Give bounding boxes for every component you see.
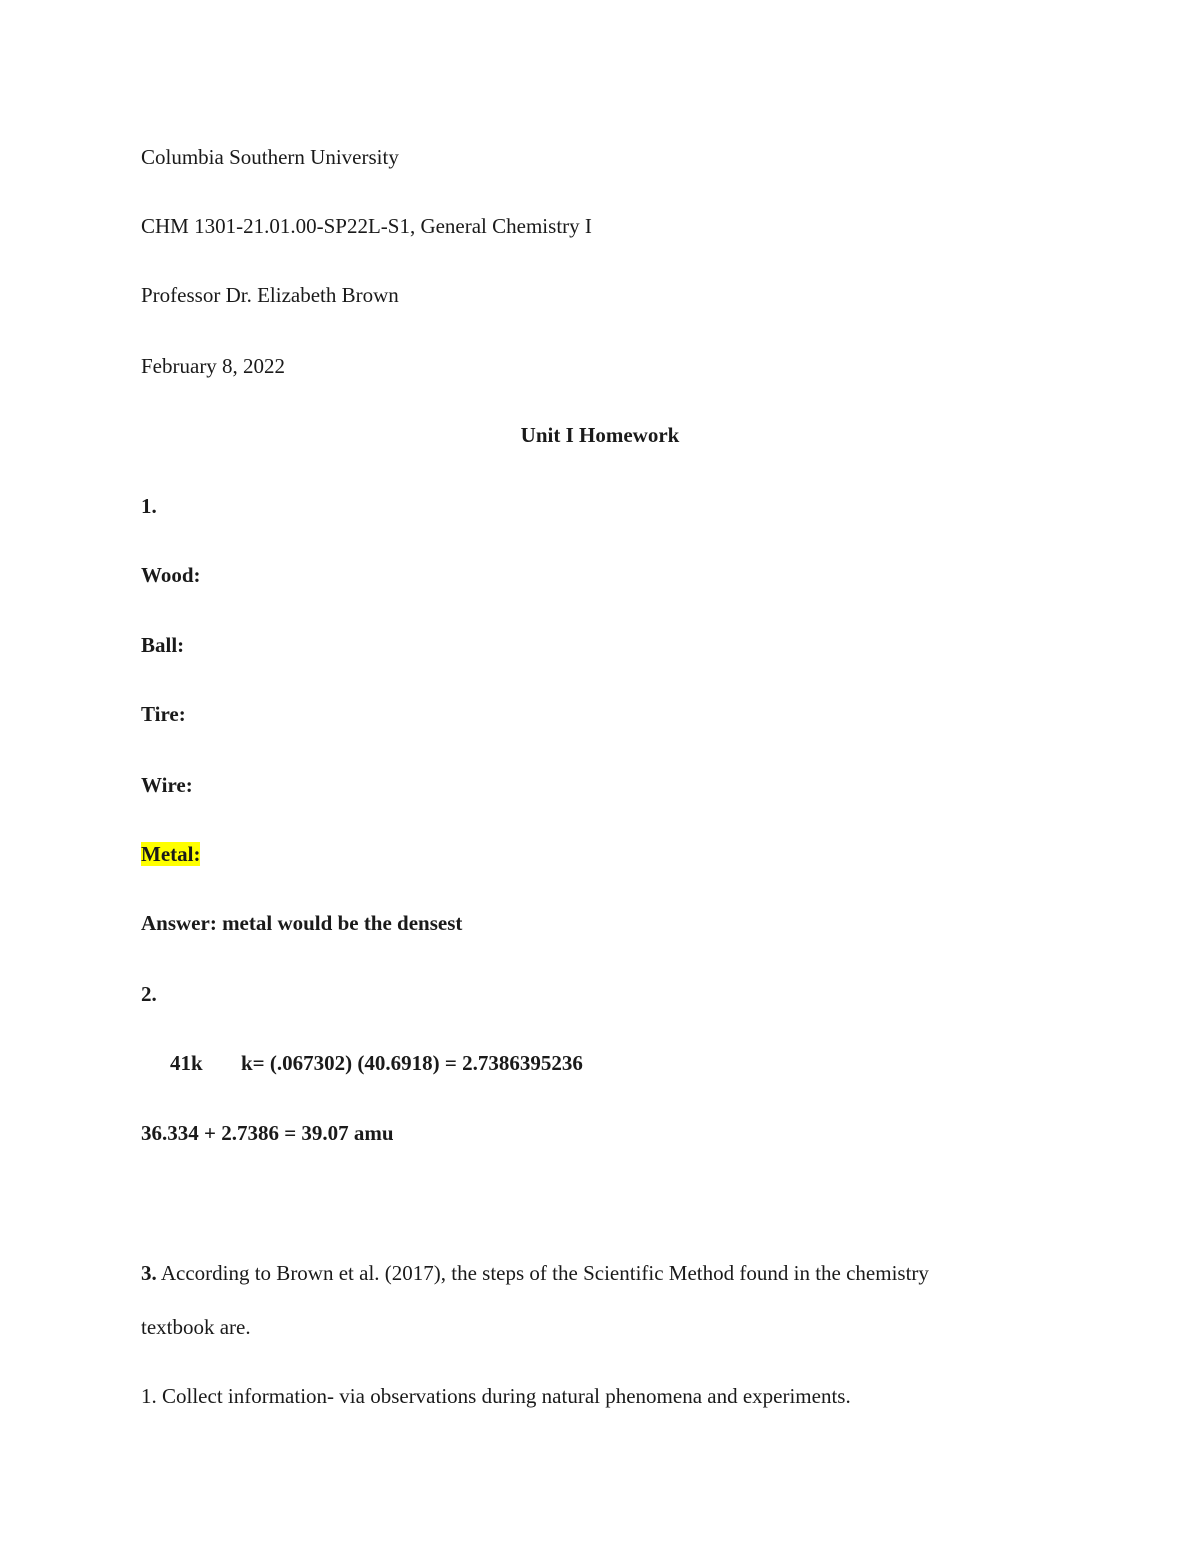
q3-step-1: 1. Collect information- via observations during natural phenomena and experiments. — [141, 1384, 851, 1408]
q2-result: 36.334 + 2.7386 = 39.07 amu — [141, 1121, 394, 1145]
course-name: CHM 1301-21.01.00-SP22L-S1, General Chemistry I — [141, 214, 592, 238]
q3-intro-line-1 — [141, 1260, 929, 1286]
question-2-number: 2. — [141, 982, 157, 1006]
q1-answer: Answer: metal would be the densest — [141, 911, 463, 935]
q3-intro-line-2: textbook are. — [141, 1315, 251, 1339]
q1-item-wire: Wire: — [141, 773, 193, 797]
question-1-number: 1. — [141, 494, 157, 518]
q1-item-wood: Wood: — [141, 563, 201, 587]
page-title: Unit I Homework — [520, 423, 680, 447]
document-date: February 8, 2022 — [141, 354, 286, 378]
q3-intro-text: According to Brown et al. (2017), the steps of the Scientific Method found in the chemistry — [156, 1261, 929, 1285]
question-3-number: 3. — [141, 1261, 157, 1285]
q1-item-ball: Ball: — [141, 633, 185, 657]
professor-name: Professor Dr. Elizabeth Brown — [141, 283, 399, 307]
q1-item-metal — [141, 841, 200, 867]
q2-isotope-label: 41k — [170, 1051, 203, 1075]
q1-item-tire: Tire: — [141, 702, 186, 726]
q2-equation: k= (.067302) (40.6918) = 2.7386395236 — [241, 1051, 583, 1075]
highlighted-text: Metal: — [141, 842, 201, 866]
university-name: Columbia Southern University — [141, 145, 399, 169]
